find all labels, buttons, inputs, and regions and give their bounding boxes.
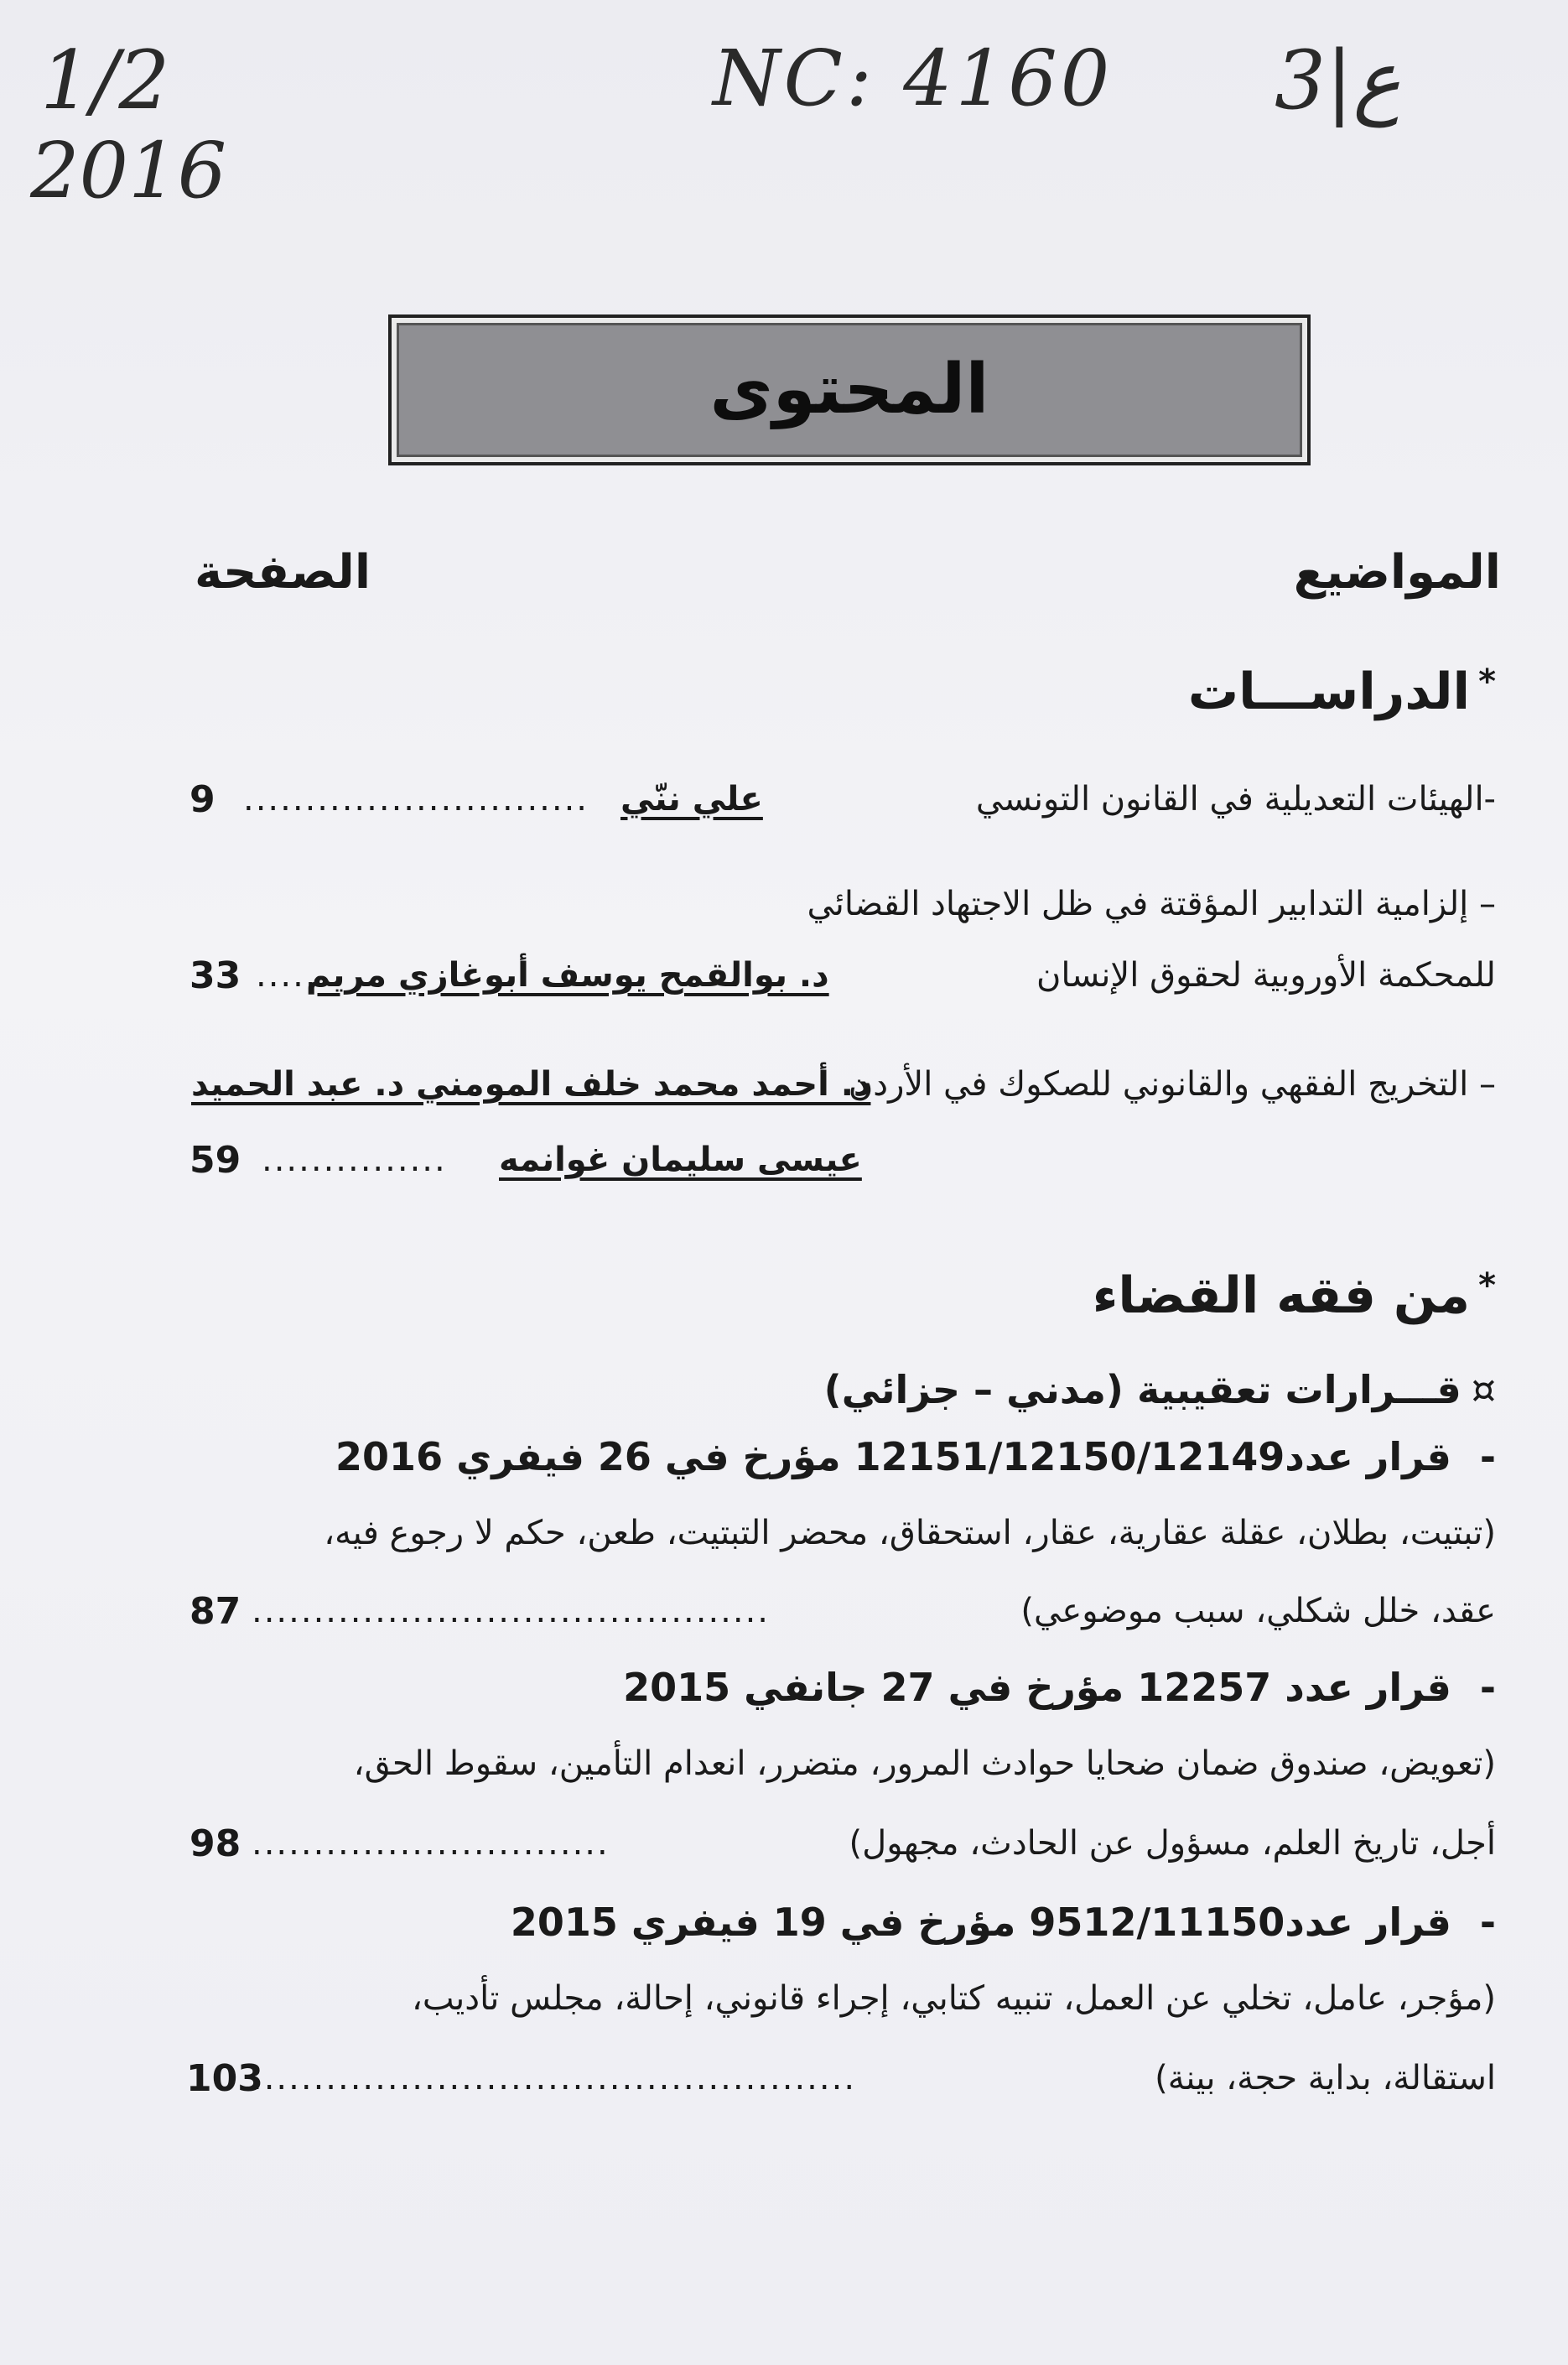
study-2-title-line-2: للمحكمة الأوروبية لحقوق الإنسان (1036, 956, 1496, 995)
decision-1-page: 87 (190, 1590, 241, 1633)
study-2-title-line-1: – إلزامية التدابير المؤقتة في ظل الاجتهاد القضائي (807, 885, 1496, 923)
study-2-page: 33 (190, 954, 241, 997)
decision-2-page: 98 (190, 1822, 241, 1865)
star-marker: * (1478, 663, 1496, 701)
decision-2-dots: ............................. (252, 1824, 610, 1863)
handwritten-note-right: 3|ع (1275, 34, 1401, 127)
decision-3-dots: ................................................. (252, 2059, 857, 2097)
section-title: الدراســـات (1187, 663, 1471, 721)
topics-header: المواضيع (1293, 545, 1501, 600)
section-title: من فقه القضاء (1092, 1266, 1471, 1325)
decision-1-keywords-1: (تبتيت، بطلان، عقلة عقارية، عقار، استحقاق، محضر التبتيت، طعن، حكم لا رجوع فيه، (324, 1514, 1496, 1552)
study-2-dots: ..... (256, 956, 318, 995)
title-box (388, 314, 1311, 465)
handwritten-note-center: NC: 4160 (713, 34, 1114, 123)
decision-1-title: -قرار عدد12151/12150/12149 مؤرخ في 26 فيفري 2016 (335, 1434, 1496, 1479)
decision-3-keywords-1: (مؤجر، عامل، تخلي عن العمل، تنبيه كتابي، إجراء قانوني، إحالة، مجلس تأديب، (411, 1979, 1496, 2018)
page-title: المحتوى (709, 350, 989, 429)
section-studies-heading (1188, 663, 1496, 721)
decision-2-keywords-2: أجل، تاريخ العلم، مسؤول عن الحادث، مجهول) (849, 1824, 1496, 1863)
page-header: الصفحة (195, 545, 371, 600)
decision-2-keywords-1: (تعويض، صندوق ضمان ضحايا حوادث المرور، متضرر، انعدام التأمين، سقوط الحق، (353, 1744, 1496, 1783)
study-1-dots: ............................ (243, 780, 589, 819)
decision-1-keywords-2: عقد، خلل شكلي، سبب موضوعي) (1020, 1592, 1496, 1630)
study-3-title: – التخريج الفقهي والقانوني للصكوك في الأردن (848, 1065, 1496, 1104)
subsection-title: قـــرارات تعقيبية (مدني – جزائي) (823, 1367, 1462, 1412)
study-1-title: -الهيئات التعديلية في القانون التونسي (975, 780, 1496, 819)
study-1-page: 9 (190, 778, 215, 821)
bullet-mark: ¤ (1471, 1367, 1496, 1412)
decision-2-title: -قرار عدد 12257 مؤرخ في 27 جانفي 2015 (623, 1665, 1496, 1710)
decision-3-keywords-2: استقالة، بداية حجة، بينة) (1155, 2059, 1496, 2097)
section-jurisprudence-heading (1093, 1266, 1496, 1325)
handwritten-note-left-1: 1/2 (40, 34, 170, 127)
decision-3-title: -قرار عدد9512/11150 مؤرخ في 19 فيفري 2015 (510, 1900, 1496, 1945)
star-marker: * (1478, 1266, 1496, 1305)
study-1-author: علي ننّي (620, 780, 763, 819)
study-3-author-line-2: عيسى سليمان غوانمه (499, 1141, 862, 1179)
decision-3-page: 103 (186, 2057, 263, 2100)
subsection-heading (824, 1367, 1496, 1412)
study-2-author: د. بوالقمح يوسف أبوغازي مريم (306, 956, 829, 995)
study-3-dots: ............... (262, 1141, 447, 1179)
decision-1-dots: .......................................... (252, 1592, 771, 1630)
handwritten-note-left-2: 2016 (30, 126, 227, 216)
study-3-author-line-1: د. أحمد محمد خلف المومني د. عبد الحميد (191, 1065, 871, 1104)
study-3-page: 59 (190, 1139, 241, 1182)
